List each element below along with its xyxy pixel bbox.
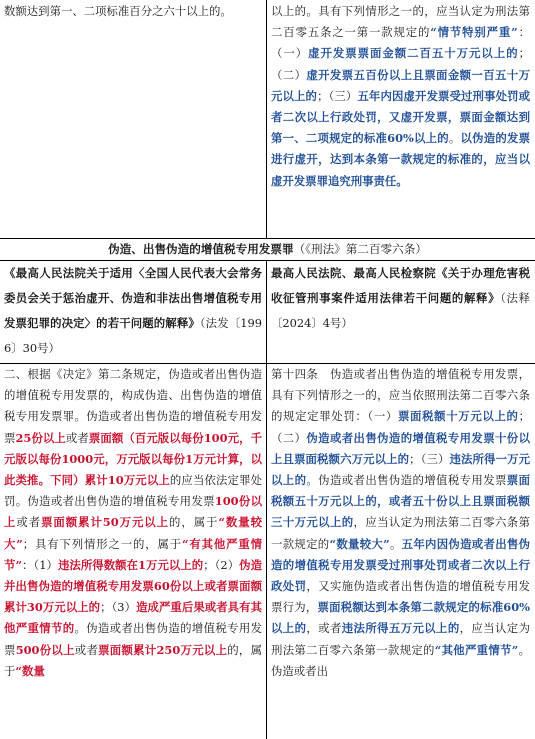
highlighted-text: “数量 xyxy=(15,663,45,678)
top-right-cell xyxy=(271,1,530,192)
highlighted-text: 票面额累计50万元以上 xyxy=(41,515,169,530)
left-source-title: 《最高人民法院关于适用〈全国人民代表大会常务委员会关于惩治虚开、伪造和非法出售增值税专用发票犯罪的决定〉的若干问题的解释》 xyxy=(4,266,262,330)
right-source-doc-number: （法释〔2024〕4号） xyxy=(271,291,530,330)
highlighted-text: 以伪造的发票进行虚开，达到本条第一款规定的标准的，应当以虚开发票罪追究刑事责任。 xyxy=(271,131,530,188)
body-text: 。伪造或者出售伪造的增值税专用发票 xyxy=(4,621,262,657)
highlighted-text: 100份以上 xyxy=(4,494,262,530)
bottom-left-cell xyxy=(4,364,262,682)
highlighted-text: 票面额累计250万元以上 xyxy=(98,642,228,657)
body-text: 或者 xyxy=(74,642,99,657)
highlighted-text: 票面税额十万元以上的 xyxy=(397,409,519,424)
highlighted-text: “情节特别严重” xyxy=(430,25,518,40)
section-header-title: 伪造、出售伪造的增值税专用发票罪 xyxy=(108,242,294,256)
highlighted-text: 伪造并出售伪造的增值税专用发票60份以上或者票面额累计30万元以上的 xyxy=(4,557,262,615)
body-text: 。 xyxy=(448,131,461,146)
body-text: ；（三） xyxy=(317,88,358,103)
highlighted-text: 虚开发票票面金额二百五十万元以上的 xyxy=(308,46,519,61)
body-text: 第十四条 伪造或者出售伪造的增值税专用发票，具有下列情形之一的，应当依照刑法第二百零六条的规定定罪处罚：（一） xyxy=(271,367,530,424)
body-text: 或者 xyxy=(16,515,42,530)
body-text: ；（二） xyxy=(271,409,530,445)
body-text: 。伪造或者出售伪造的增值税专用发票 xyxy=(306,473,507,488)
body-text: ，应当认定为刑法第二百零六条第一款规定的 xyxy=(271,621,530,657)
highlighted-text: 违法所得一万元以上的 xyxy=(271,451,530,488)
highlighted-text: 虚开发票五百份以上且票面金额一百五十万元以上的 xyxy=(271,67,530,103)
highlighted-text: 票面税额达到本条第二款规定的标准60%以上的 xyxy=(271,600,530,636)
highlighted-text: “有其他严重情节” xyxy=(4,536,262,572)
highlighted-text: 违法所得数额在1万元以上的 xyxy=(57,557,204,572)
body-text: 。伪造或者出 xyxy=(271,642,530,678)
bottom-right-cell xyxy=(271,364,530,682)
right-source-cell xyxy=(271,261,530,336)
body-text: 或者 xyxy=(65,430,89,445)
body-text: 数额达到第一、二项标准百分之六十以上的。 xyxy=(4,4,232,18)
highlighted-text: 票面额（百元版以每份100元，千元版以每份1000元，万元版以每份1万元计算，以此类推。下同）累计10万元以上 xyxy=(4,430,262,488)
section-header-citation: （《刑法》第二百零六条） xyxy=(293,242,427,256)
body-text: ：（1） xyxy=(22,557,58,572)
body-text: 的应当依法定罪处罚。伪造或者出售伪造的增值税专用发票 xyxy=(4,473,262,509)
highlighted-text: 25份以上 xyxy=(15,430,66,445)
top-left-cell xyxy=(4,1,262,22)
body-text: ；具有下列情形之一的，属于 xyxy=(22,536,182,551)
highlighted-text: “数量较大” xyxy=(329,536,390,551)
column-divider xyxy=(266,260,267,739)
body-text: ：（一） xyxy=(271,25,530,61)
body-text: ；（2） xyxy=(203,557,240,572)
highlighted-text: 造成严重后果或者具有其他严重情节的 xyxy=(4,600,262,636)
column-divider xyxy=(266,0,267,238)
highlighted-text: 票面税额五十万元以上的，或者五十份以上且票面税额三十万元以上的 xyxy=(271,473,530,530)
highlighted-text: “数量较大” xyxy=(4,515,262,551)
section-header xyxy=(0,239,535,259)
highlighted-text: 伪造或者出售伪造的增值税专用发票十份以上且票面税额六万元以上的 xyxy=(271,430,530,466)
highlighted-text: 五年内因伪造或者出售伪造的增值税专用发票受过刑事处罚或者二次以上行政处罚 xyxy=(271,536,530,594)
body-text: 。 xyxy=(389,536,402,551)
highlighted-text: 五年内因虚开发票受过刑事处罚或者二次以上行政处罚，又虚开发票，票面金额达到第一、二项规定的标准60%以上的 xyxy=(271,88,530,146)
body-text: ，应当认定为刑法第二百零六条第一款规定的 xyxy=(271,515,530,551)
body-text: ；（三） xyxy=(409,451,450,466)
body-text: ，或者 xyxy=(306,621,342,636)
highlighted-text: “其他严重情节” xyxy=(434,642,519,657)
body-text: ，又实施伪造或者出售伪造的增值税专用发票行为， xyxy=(271,579,530,615)
body-text: 二、根据《决定》第二条规定，伪造或者出售伪造的增值税专用发票的，构成伪造、出售伪造的增值税专用发票罪。伪造或者出售伪造的增值税专用发票 xyxy=(4,367,262,445)
right-source-title: 最高人民法院、最高人民检察院《关于办理危害税收征管刑事案件适用法律若干问题的解释》 xyxy=(271,266,530,305)
body-text: 以上的。具有下列情形之一的，应当认定为刑法第二百零五条之一第一款规定的 xyxy=(271,4,530,40)
body-text: 的，属于 xyxy=(4,642,262,678)
highlighted-text: 违法所得五万元以上的 xyxy=(341,621,460,636)
highlighted-text: 500份以上 xyxy=(15,642,75,657)
left-source-doc-number: （法发〔1996〕30号） xyxy=(4,316,262,355)
body-text: 的，属于 xyxy=(169,515,219,530)
body-text: ；（3） xyxy=(100,600,137,615)
left-source-cell xyxy=(4,261,262,361)
body-text: ；（二） xyxy=(271,46,530,82)
